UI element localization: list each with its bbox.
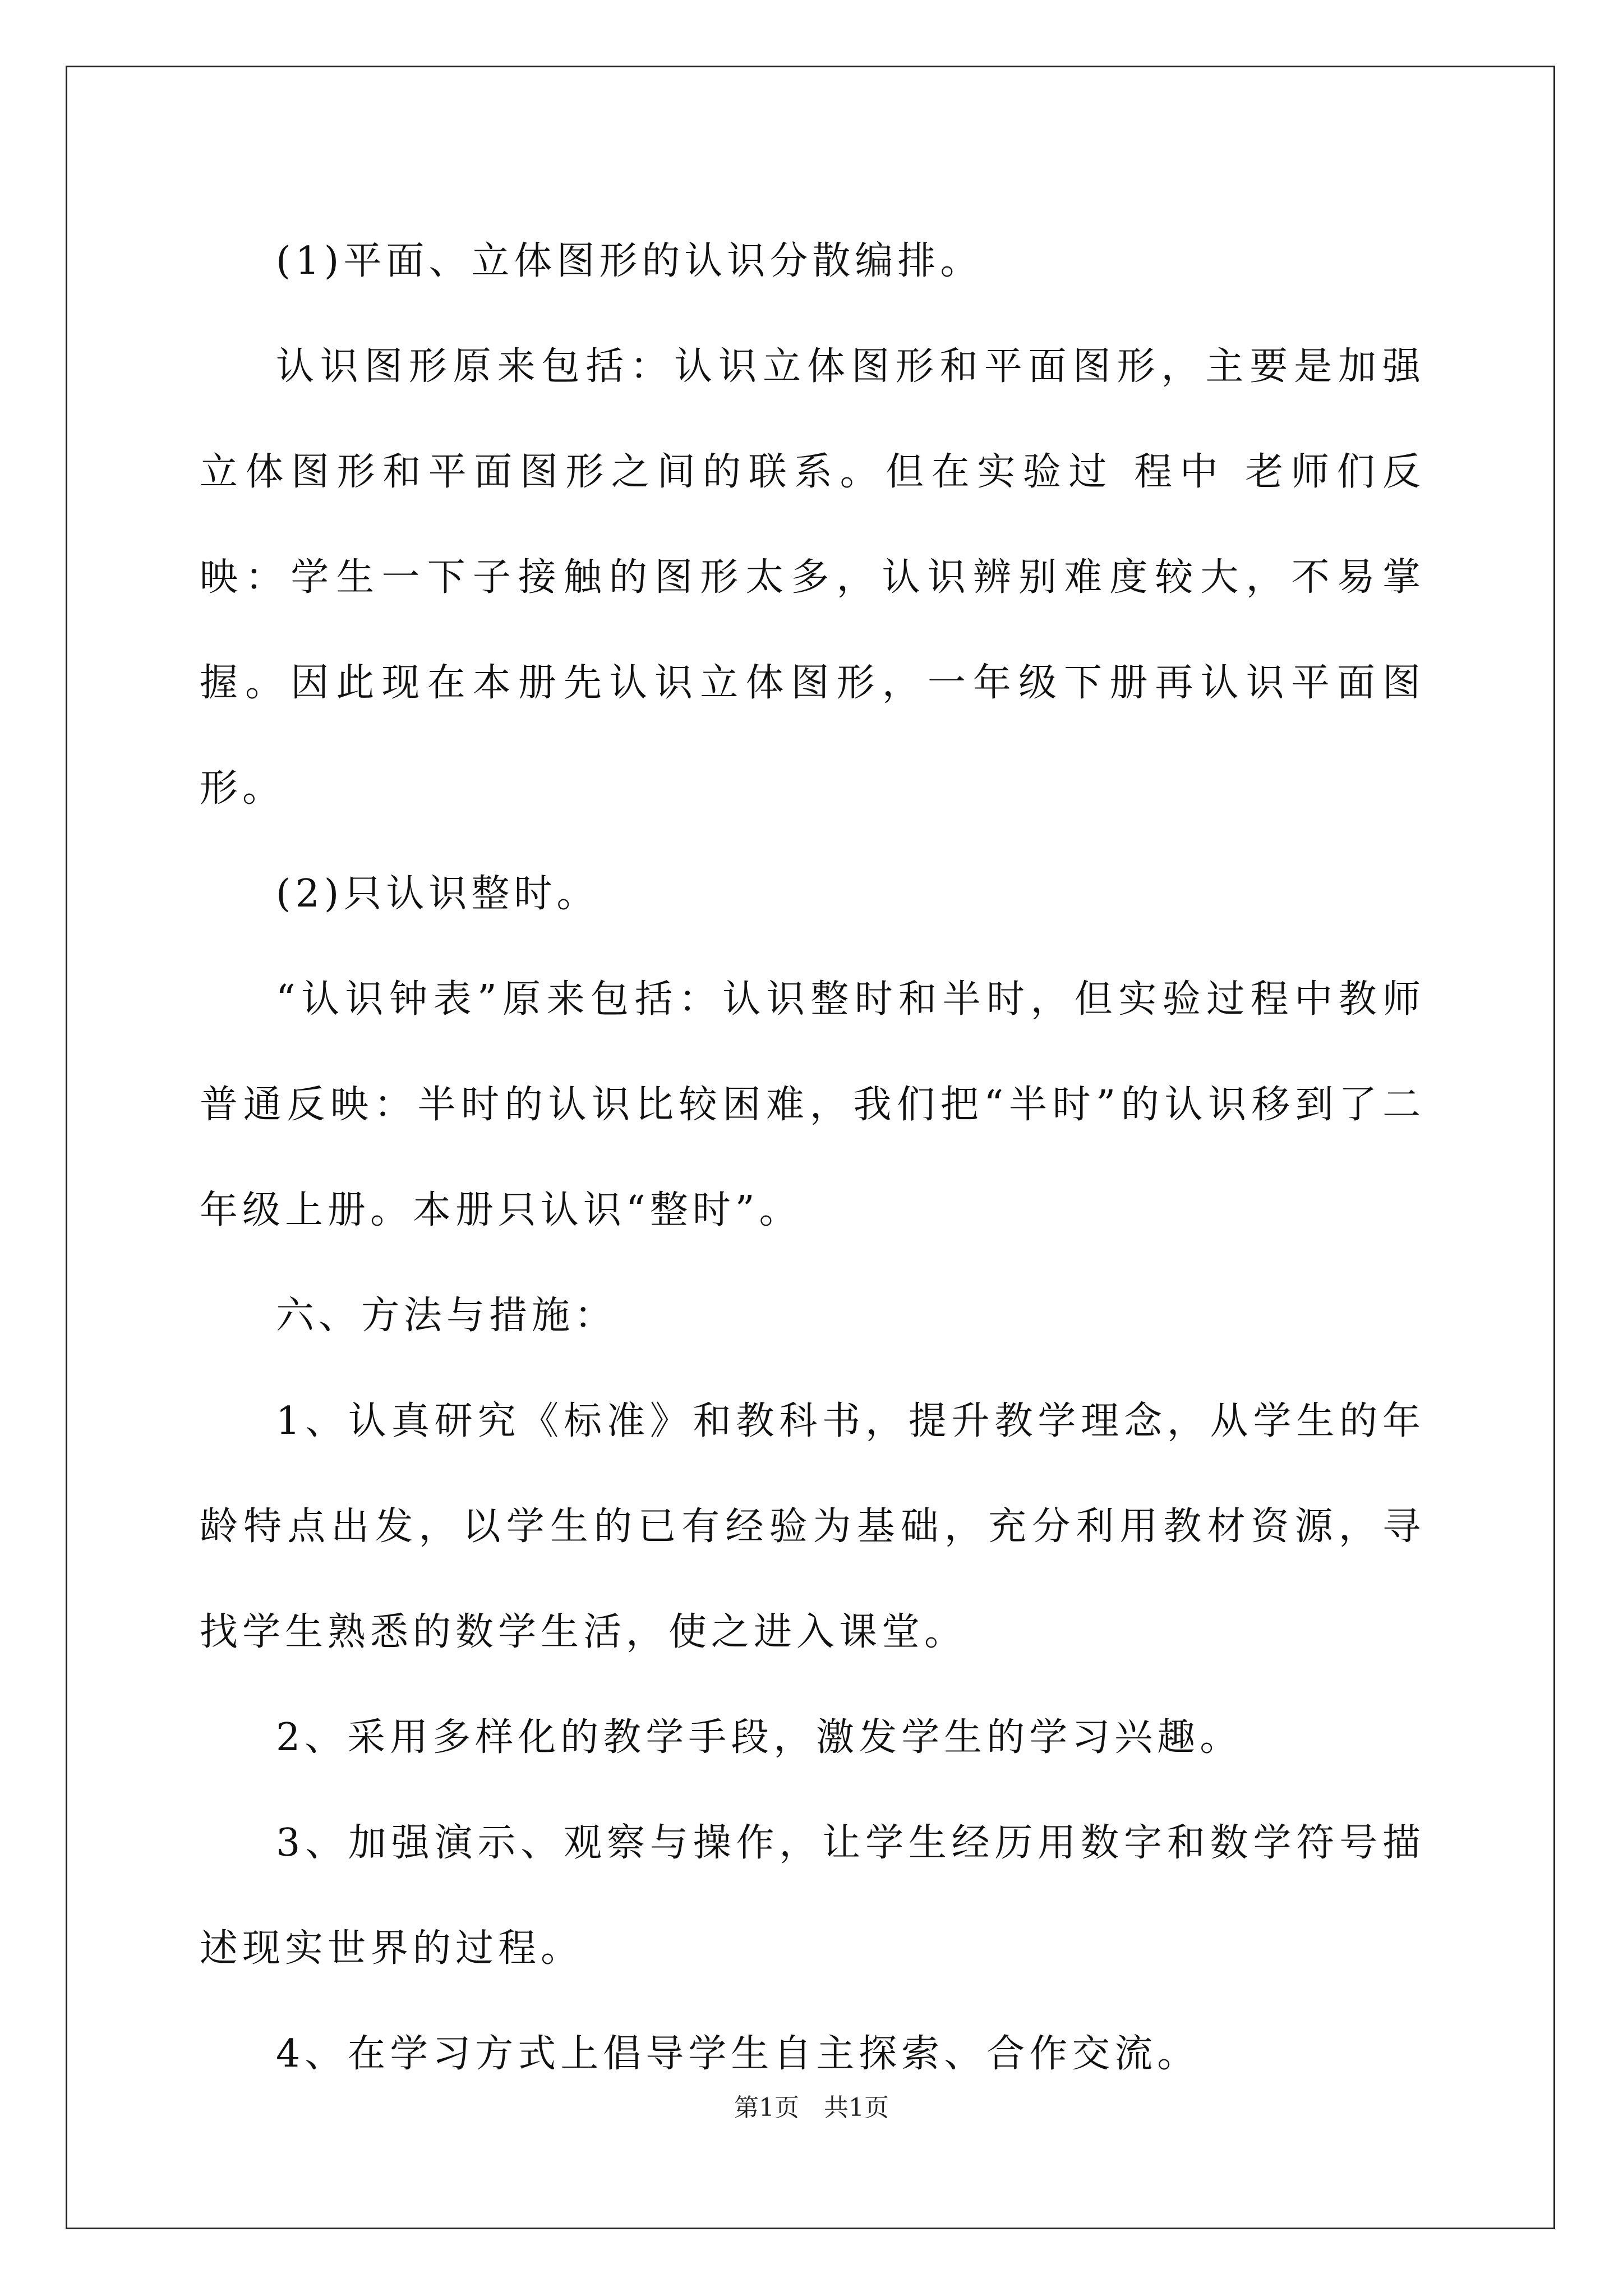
section-heading-methods: 六、方法与措施：	[276, 1294, 617, 1338]
page-number-total: 共1页	[824, 2093, 889, 2122]
page-number-current: 第1页	[734, 2093, 799, 2122]
document-body	[200, 209, 1425, 2107]
page-footer	[0, 2091, 1623, 2125]
method-item-4: 4、在学习方式上倡导学生自主探索、合作交流。	[276, 2032, 1200, 2076]
method-item-1: 1、认真研究《标准》和教科书，提升教学理念，从学生的年龄特点出发，以学生的已有经验为基础，充分利用教材资源，寻找学生熟悉的数学生活，使之进入课堂。	[200, 1399, 1425, 1654]
method-item-3: 3、加强演示、观察与操作，让学生经历用数字和数学符号描述现实世界的过程。	[200, 1821, 1425, 1971]
paragraph-clock-explanation: “认识钟表”原来包括：认识整时和半时，但实验过程中教师普通反映：半时的认识比较困难，我们把“半时”的认识移到了二年级上册。本册只认识“整时”。	[200, 977, 1425, 1232]
paragraph-shape-topics: (1)平面、立体图形的认识分散编排。	[276, 239, 983, 283]
paragraph-hour-topic: (2)只认识整时。	[276, 872, 600, 916]
method-item-2: 2、采用多样化的教学手段，激发学生的学习兴趣。	[276, 1715, 1243, 1760]
paragraph-shape-explanation: 认识图形原来包括：认识立体图形和平面图形，主要是加强立体图形和平面图形之间的联系。但在实验过 程中 老师们反映：学生一下子接触的图形太多，认识辨别难度较大，不易掌握。因此现在本册先认识立体图形，一年级下册再认识平面图形。	[200, 344, 1425, 811]
